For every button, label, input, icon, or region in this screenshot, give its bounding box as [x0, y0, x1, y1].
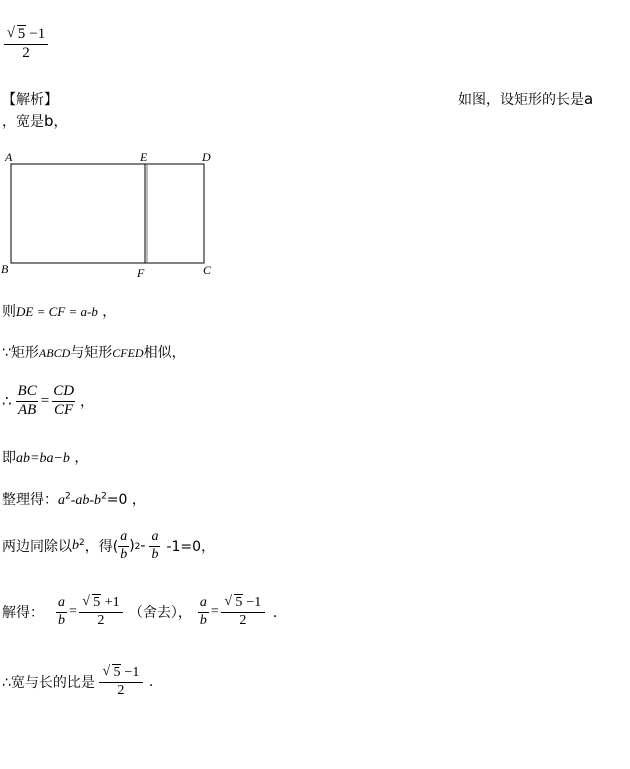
- line8-prefix: ∴宽与长的比是: [2, 675, 95, 692]
- line7-frac-a: a: [58, 595, 65, 610]
- var-b: b: [44, 112, 54, 130]
- analysis-tag: 【解析】: [2, 92, 58, 108]
- line5-a: a: [58, 493, 65, 508]
- top-fraction: √ 5 −1 2: [4, 27, 48, 62]
- line5-sup2: 2: [101, 491, 107, 502]
- line4-math: ab=ba−b: [16, 451, 70, 466]
- line6-prefix: 两边同除以: [2, 539, 72, 556]
- line2-end: 相似，: [143, 345, 186, 361]
- line3-sym: ∴: [2, 392, 12, 411]
- line6-frac-b: b: [120, 546, 128, 562]
- line3-num2: CD: [53, 383, 75, 399]
- line1-suffix: ，: [97, 304, 117, 320]
- line7-frac-b: b: [58, 612, 65, 628]
- line8-end: .: [148, 674, 154, 691]
- line3-eq: =: [40, 392, 50, 409]
- label-E: E: [140, 150, 148, 164]
- line7-prefix: 解得：: [2, 605, 44, 622]
- line2-mid: 与矩形: [70, 345, 113, 361]
- intro-text: [458, 89, 593, 109]
- top-fraction-den: 2: [4, 44, 48, 62]
- line-similar: [2, 342, 186, 362]
- line5-mid: -ab-b: [70, 493, 102, 508]
- label-F: F: [137, 266, 145, 280]
- line3-end: ，: [80, 394, 95, 411]
- label-C: C: [203, 263, 212, 277]
- line-simplify: [2, 489, 146, 509]
- line3-den2: CF: [54, 401, 74, 418]
- line6-end: -1=0，: [166, 539, 216, 556]
- line7-den2: 2: [221, 612, 265, 629]
- line2-cfed: CFED: [112, 346, 144, 360]
- line3-den1: AB: [17, 401, 37, 418]
- line7-eq2: =: [210, 604, 219, 620]
- line-de-cf: [2, 301, 116, 321]
- rectangle-diagram: [0, 148, 220, 283]
- line7-end: ．: [272, 605, 287, 622]
- line6-frac-a2: a: [151, 529, 159, 544]
- line5-prefix: 整理得：: [2, 492, 58, 508]
- line4-end: ，: [69, 450, 89, 466]
- line6-b: b: [72, 538, 79, 554]
- rectangle-abcd: [11, 164, 204, 263]
- line8-sqrt: 5: [113, 665, 121, 680]
- line3-num1: BC: [17, 383, 37, 399]
- line8-den: 2: [99, 682, 143, 699]
- top-fraction-tail: −1: [29, 26, 46, 42]
- line2-therefore: ∵矩形: [2, 345, 39, 361]
- line7-frac-a2: a: [199, 595, 207, 610]
- line-solve: 解得： $\frac{a}{b}$ = √ 5 +1 2 （舍去）， $\frac{a}{b}$ = √ 5 −1 2 ．: [2, 594, 287, 628]
- line6-sup2: 2: [134, 542, 141, 552]
- line-ab-eq: [2, 447, 88, 467]
- intro-label: 如图，设矩形的长是: [458, 92, 584, 108]
- line5-end: =0 ，: [106, 492, 146, 508]
- line7-plus: +1: [101, 595, 120, 610]
- line7-minus: −1: [246, 595, 262, 610]
- line1-math: DE = CF = a-b: [16, 304, 98, 319]
- label-B: B: [1, 262, 9, 276]
- line7-eq: =: [69, 604, 77, 620]
- var-a: a: [584, 90, 594, 108]
- line7-den: 2: [79, 612, 123, 629]
- top-fraction-sqrt: 5: [17, 26, 26, 42]
- line7-sqrt2: 5: [235, 595, 243, 610]
- line8-minus: −1: [124, 665, 140, 680]
- line7-frac-b2: b: [199, 612, 207, 628]
- label-A: A: [5, 150, 13, 164]
- line6-mid: ，得(: [84, 539, 119, 556]
- line6-frac-b2: b: [151, 546, 159, 562]
- line-divide: [2, 530, 215, 562]
- line-ratio: [2, 384, 94, 419]
- line6-close: ): [129, 538, 135, 555]
- label-D: D: [202, 150, 211, 164]
- line7-note: （舍去），: [128, 605, 192, 622]
- line6-frac-a: a: [120, 529, 128, 544]
- line7-sqrt: 5: [93, 595, 101, 610]
- line5-sup1: 2: [65, 491, 71, 502]
- line6-sup: 2: [79, 538, 85, 548]
- width-comma: ，: [53, 114, 68, 130]
- line2-abcd: ABCD: [38, 346, 71, 360]
- line4-prefix: 即: [2, 450, 16, 466]
- line-conclusion: ∴宽与长的比是 √ 5 −1 2 .: [2, 664, 154, 698]
- width-prefix: ，宽是: [2, 114, 44, 130]
- line1-prefix: 则: [2, 304, 16, 320]
- width-text: [2, 111, 68, 131]
- line6-dash: -: [140, 538, 146, 555]
